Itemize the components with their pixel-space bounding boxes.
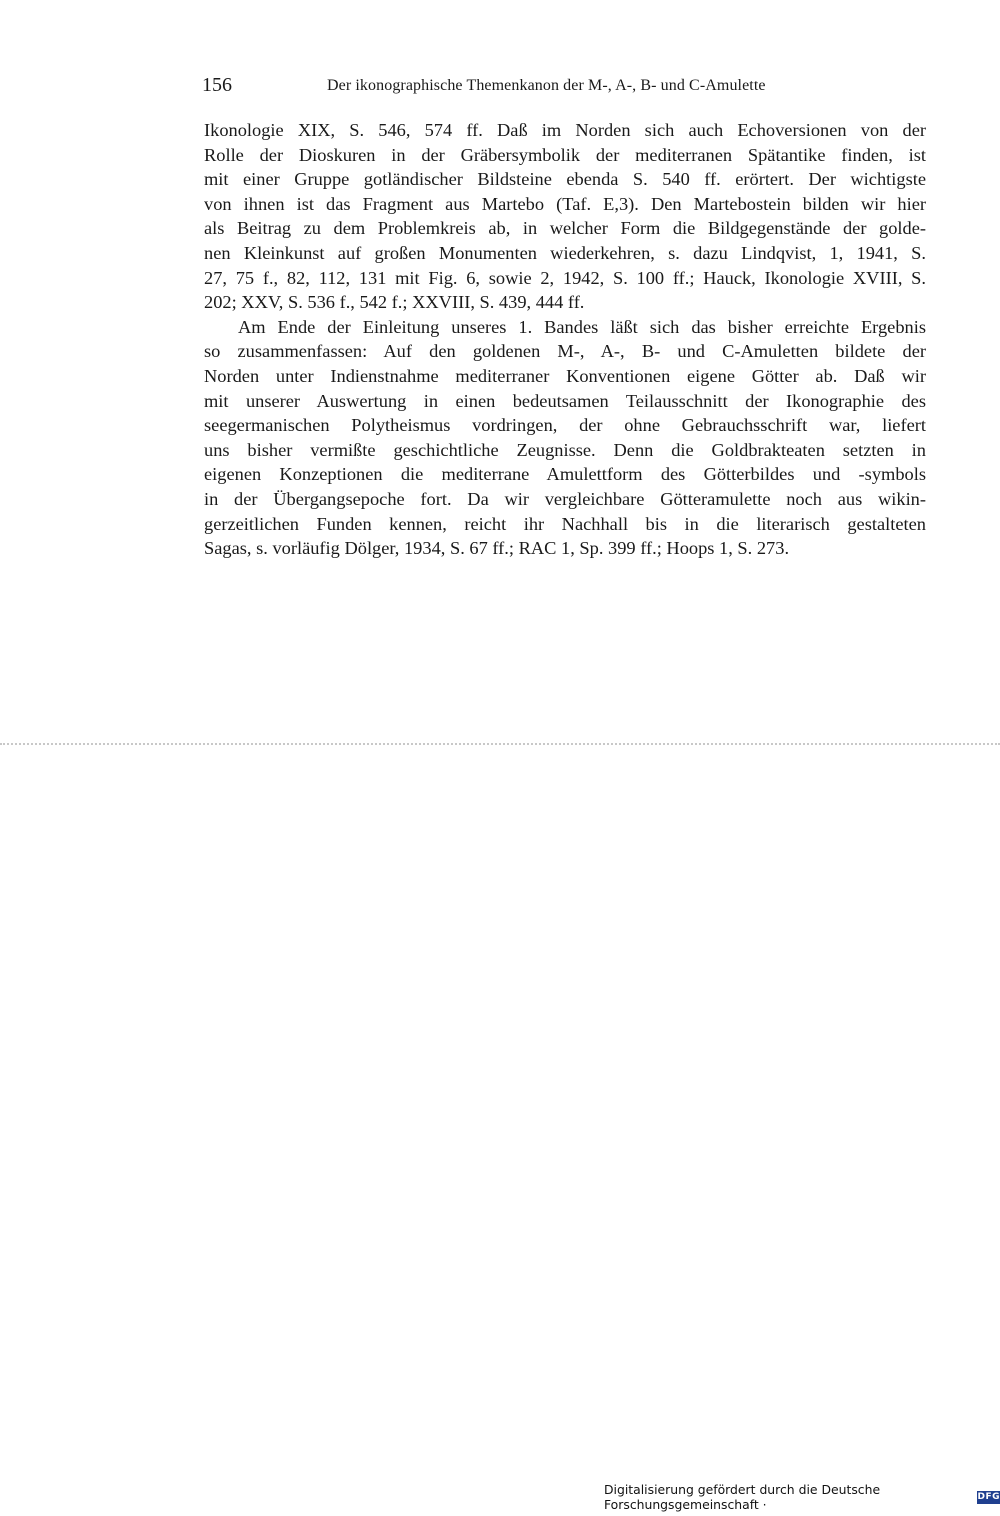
text-line: nen Kleinkunst auf großen Monumenten wiederkehren, s. dazu Lindqvist, 1, 1941, S. — [204, 242, 926, 263]
text-line: mit unserer Auswertung in einen bedeutsamen Teilausschnitt der Ikonographie des — [204, 390, 926, 411]
text-line: Sagas, s. vorläufig Dölger, 1934, S. 67 ff.; RAC 1, Sp. 399 ff.; Hoops 1, S. 273. — [204, 538, 790, 559]
paragraph — [204, 118, 926, 315]
page-number: 156 — [202, 74, 232, 96]
dfg-logo: DFG — [977, 1492, 1000, 1502]
text-line: Rolle der Dioskuren in der Gräbersymbolik der mediterranen Spätantike finden, ist — [204, 144, 926, 165]
footer — [604, 1482, 1000, 1512]
scan-artifact-divider — [0, 743, 1000, 745]
running-head: Der ikonographische Themenkanon der M-, A-, B- und C-Amulette — [327, 77, 766, 94]
text-line: in der Übergangsepoche fort. Da wir vergleichbare Götteramulette noch aus wikin- — [204, 488, 926, 509]
text-line: gerzeitlichen Funden kennen, reicht ihr Nachhall bis in die literarisch gestalteten — [204, 513, 926, 534]
text-line: 27, 75 f., 82, 112, 131 mit Fig. 6, sowie 2, 1942, S. 100 ff.; Hauck, Ikonologie XVIII, S. — [204, 267, 926, 288]
text-line: Norden unter Indienstnahme mediterraner Konventionen eigene Götter ab. Daß wir — [204, 365, 926, 386]
text-line: als Beitrag zu dem Problemkreis ab, in welcher Form die Bildgegenstände der golde- — [204, 218, 926, 239]
body-text — [204, 118, 926, 561]
footer-credit: Digitalisierung gefördert durch die Deutsche Forschungsgemeinschaft · — [604, 1482, 881, 1512]
text-line: uns bisher vermißte geschichtliche Zeugnisse. Denn die Goldbrakteaten setzten in — [204, 439, 926, 460]
text-line: eigenen Konzeptionen die mediterrane Amulettform des Götterbildes und -symbols — [204, 464, 926, 485]
text-line: von ihnen ist das Fragment aus Martebo (Taf. E,3). Den Martebostein bilden wir hier — [204, 193, 926, 214]
paragraph — [204, 315, 926, 561]
text-line: seegermanischen Polytheismus vordringen, der ohne Gebrauchsschrift war, liefert — [204, 415, 926, 436]
text-line: so zusammenfassen: Auf den goldenen M-, A-, B- und C-Amuletten bildete der — [204, 341, 926, 362]
text-line: 202; XXV, S. 536 f., 542 f.; XXVIII, S. 439, 444 ff. — [204, 292, 585, 313]
text-line: mit einer Gruppe gotländischer Bildsteine ebenda S. 540 ff. erörtert. Der wichtigste — [204, 169, 926, 190]
text-line: Ikonologie XIX, S. 546, 574 ff. Daß im Norden sich auch Echoversionen von der — [204, 120, 926, 140]
text-line: Am Ende der Einleitung unseres 1. Bandes läßt sich das bisher erreichte Ergebnis — [238, 316, 926, 337]
